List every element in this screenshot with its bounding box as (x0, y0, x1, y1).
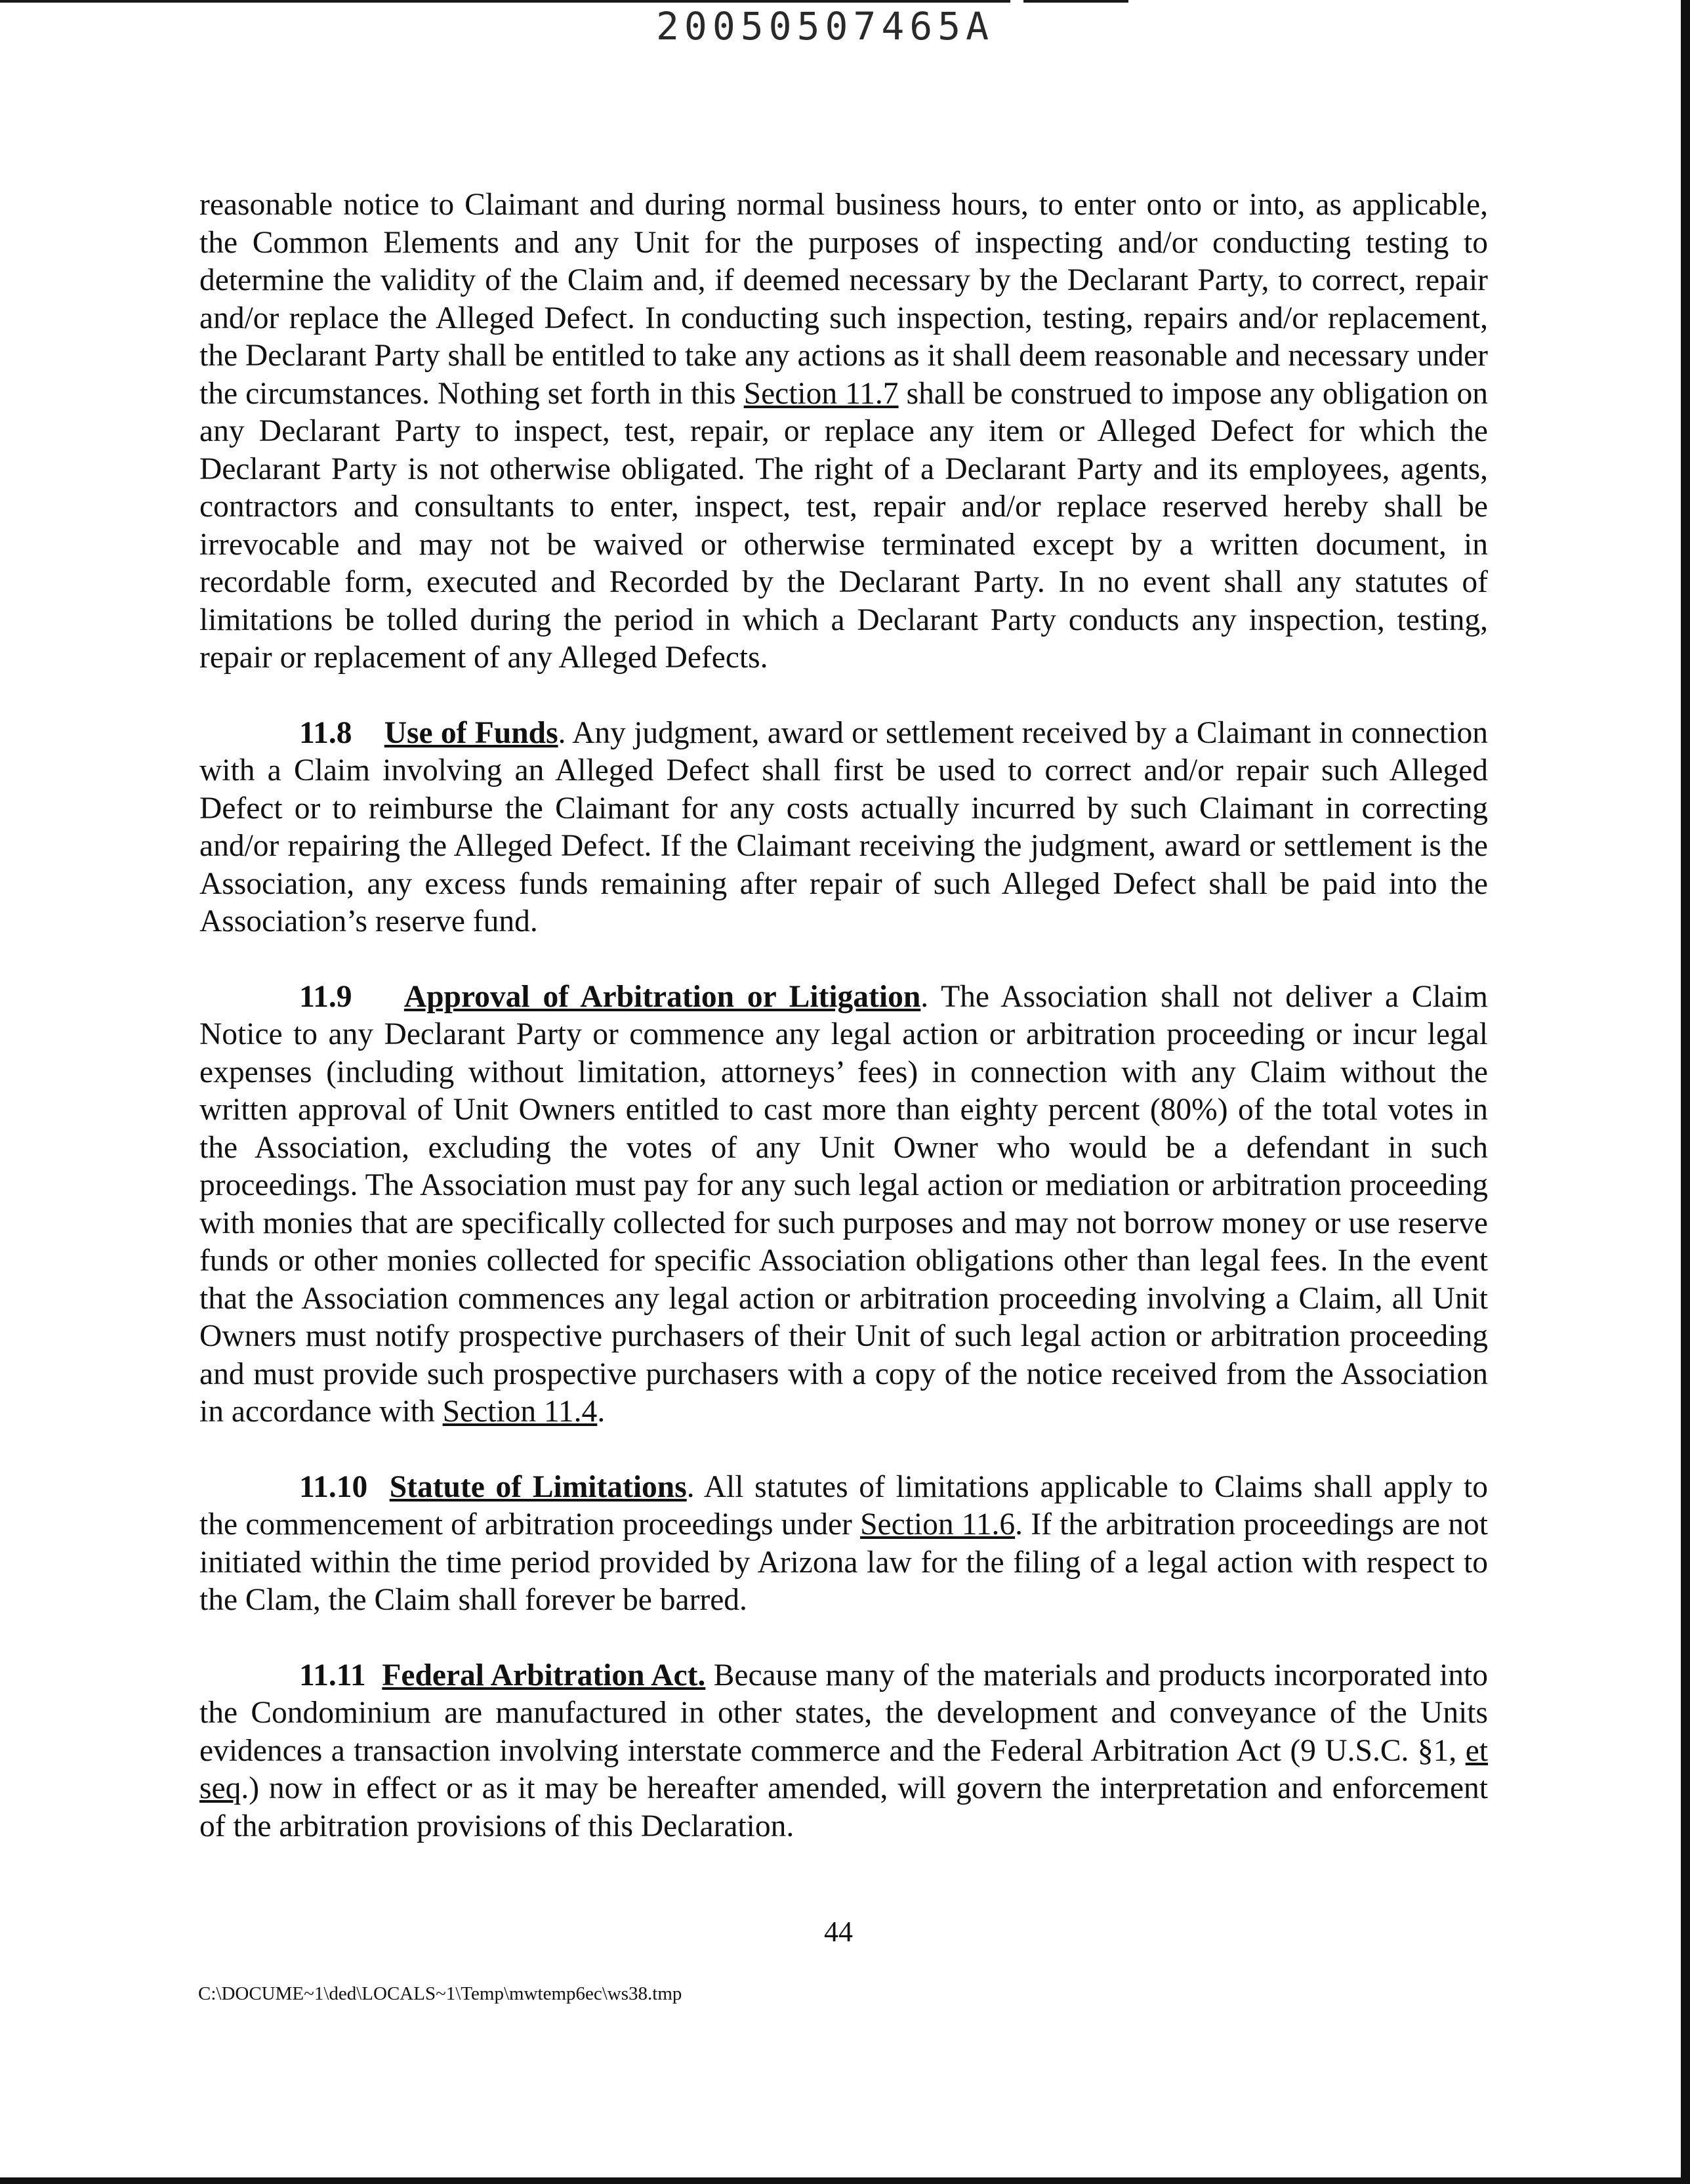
section-11-10 (199, 1469, 1488, 1620)
section-11-11 (199, 1657, 1488, 1846)
section-number: 11.8 (299, 715, 352, 750)
scan-top-edge (0, 0, 1010, 3)
page-body (199, 186, 1488, 1845)
section-text: . Any judgment, award or settlement received by a Claimant in connection with a Claim involving an Alleged Defect shall first be used to correct and/or repair such Alleged Defect or to reimburse the Claimant for any costs actually incurred by such Claimant in correcting and/or repairing the Alleged Defect. If the Claimant receiving the judgment, award or settlement is the Association, any excess funds remaining after repair of such Alleged Defect shall be paid into the Association’s reserve fund. (199, 715, 1489, 938)
section-title: Federal Arbitration Act. (382, 1658, 706, 1692)
document-number: 20050507465A (656, 4, 995, 49)
section-text: . If the arbitration proceedings are not initiated within the time period provided by Arizona law for the filing of a legal action with respect to the Clam, the Claim shall forever be barred. (199, 1507, 1489, 1617)
section-title: Approval of Arbitration or Litigation (403, 979, 921, 1014)
section-11-8 (199, 715, 1488, 941)
file-path-footer: C:\DOCUME~1\ded\LOCALS~1\Temp\mwtemp6ec\ws38.tmp (198, 1983, 682, 2004)
section-reference: Section 11.4 (442, 1395, 598, 1429)
section-title: Statute of Limitations (389, 1469, 687, 1504)
paragraph-text: reasonable notice to Claimant and during normal business hours, to enter onto or into, as applicable, the Common Elements and any Unit for the purposes of inspecting and/or conducting testing to determine the validity of the Claim and, if deemed necessary by the Declarant Party, to correct, repair and/or replace the Alleged Defect. In conducting such inspection, testing, repairs and/or replacement, the Declarant Party shall be entitled to take any actions as it shall deem reasonable and necessary under the circumstances. Nothing set forth in this (199, 188, 1488, 411)
section-text: .) now in effect or as it may be hereafter amended, will govern the interpretation and enforcement of the arbitration provisions of this Declaration. (199, 1771, 1488, 1843)
section-text: . The Association shall not deliver a Claim Notice to any Declarant Party or commence any legal action or arbitration proceeding or incur legal expenses (including without limitation, attorneys’ fees) in connection with any Claim without the written approval of Unit Owners entitled to cast more than eighty percent (80%) of the total votes in the Association, excluding the votes of any Unit Owner who would be a defendant in such proceedings. The Association must pay for any such legal action or mediation or arbitration proceeding with monies that are specifically collected for such purposes and may not borrow money or use reserve funds or other monies collected for specific Association obligations other than legal fees. In the event that the Association commences any legal action or arbitration proceeding involving a Claim, all Unit Owners must notify prospective purchasers of their Unit of such legal action or arbitration proceeding and must provide such prospective purchasers with a copy of the notice received from the Association in accordance with (199, 979, 1489, 1429)
section-title: Use of Funds (384, 715, 558, 750)
section-number: 11.10 (299, 1469, 368, 1504)
section-number: 11.9 (299, 979, 352, 1014)
section-text: . All statutes of limitations applicable to Claims shall apply to the commencement of arbitration proceedings under (199, 1469, 1488, 1542)
section-reference: Section 11.7 (743, 376, 899, 411)
section-text: Because many of the materials and products incorporated into the Condominium are manufactured in other states, the development and conveyance of the Units evidences a transaction involving interstate commerce and the Federal Arbitration Act (9 U.S.C. §1, (199, 1658, 1489, 1768)
scan-bottom-edge (0, 2177, 1690, 2184)
scan-right-edge (1681, 0, 1690, 2184)
section-reference: Section 11.6 (860, 1507, 1016, 1542)
section-text-end: . (597, 1395, 606, 1429)
paragraph-text: shall be construed to impose any obligation on any Declarant Party to inspect, test, repair, or replace any item or Alleged Defect for which the Declarant Party is not otherwise obligated. The right of a Declarant Party and its employees, agents, contractors and consultants to enter, inspect, test, repair and/or replace reserved hereby shall be irrevocable and may not be waived or otherwise terminated except by a written document, in recordable form, executed and Recorded by the Declarant Party. In no event shall any statutes of limitations be tolled during the period in which a Declarant Party conducts any inspection, testing, repair or replacement of any Alleged Defects. (199, 376, 1488, 675)
section-11-9 (199, 978, 1488, 1431)
page-number: 44 (824, 1916, 853, 1948)
continued-paragraph (199, 186, 1488, 677)
section-number: 11.11 (299, 1658, 366, 1692)
scan-top-edge-fragment (1023, 0, 1128, 3)
latin-abbreviation-seq: seq (199, 1771, 241, 1805)
latin-abbreviation-et: et (1465, 1733, 1488, 1768)
